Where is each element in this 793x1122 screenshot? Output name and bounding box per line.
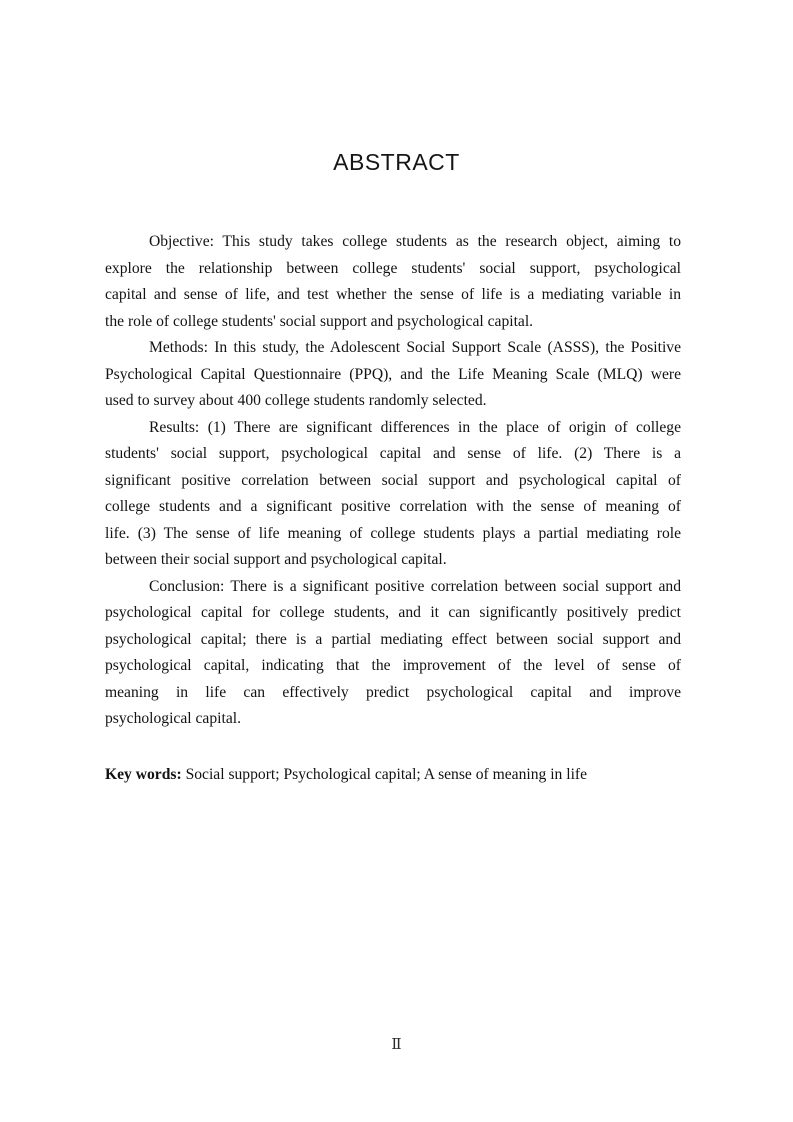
abstract-line: college students and a significant positive correlation with the sense of meaning of (105, 498, 681, 515)
abstract-line: psychological capital, indicating that the improvement of the level of sense of (105, 657, 681, 674)
abstract-paragraph (105, 229, 681, 335)
abstract-line: Conclusion: There is a significant positive correlation between social support and (149, 577, 681, 595)
keywords-line (105, 762, 681, 789)
abstract-line: psychological capital; there is a partial mediating effect between social support and (105, 630, 681, 648)
abstract-line: used to survey about 400 college students randomly selected. (105, 392, 487, 409)
abstract-line: Results: (1) There are significant differences in the place of origin of college (149, 418, 681, 436)
abstract-line: significant positive correlation between social support and psychological capital of (105, 471, 681, 489)
abstract-paragraph (105, 574, 681, 733)
abstract-line: psychological capital. (105, 710, 241, 727)
abstract-line: capital and sense of life, and test whether the sense of life is a mediating variable in (105, 286, 681, 303)
abstract-line: psychological capital for college students, and it can significantly positively predict (105, 604, 681, 621)
abstract-line: explore the relationship between college students' social support, psychological (105, 259, 681, 277)
abstract-line: Objective: This study takes college students as the research object, aiming to (149, 233, 681, 250)
abstract-line: Methods: In this study, the Adolescent Social Support Scale (ASSS), the Positive (149, 339, 681, 356)
abstract-line: the role of college students' social support and psychological capital. (105, 312, 534, 330)
keywords-label: Key words: (105, 766, 182, 783)
abstract-paragraph (105, 335, 681, 415)
abstract-body (105, 229, 681, 733)
abstract-line: Psychological Capital Questionnaire (PPQ), and the Life Meaning Scale (MLQ) were (105, 365, 681, 383)
abstract-line: students' social support, psychological capital and sense of life. (2) There is a (105, 445, 681, 462)
keywords-text: Social support; Psychological capital; A sense of meaning in life (181, 766, 588, 783)
page-title: ABSTRACT (333, 149, 460, 175)
abstract-line: meaning in life can effectively predict psychological capital and improve (105, 683, 681, 701)
abstract-line: between their social support and psychological capital. (105, 551, 447, 568)
abstract-line: life. (3) The sense of life meaning of college students plays a partial mediating role (105, 524, 681, 542)
page-number: Ⅱ (391, 1035, 402, 1053)
abstract-paragraph (105, 415, 681, 574)
